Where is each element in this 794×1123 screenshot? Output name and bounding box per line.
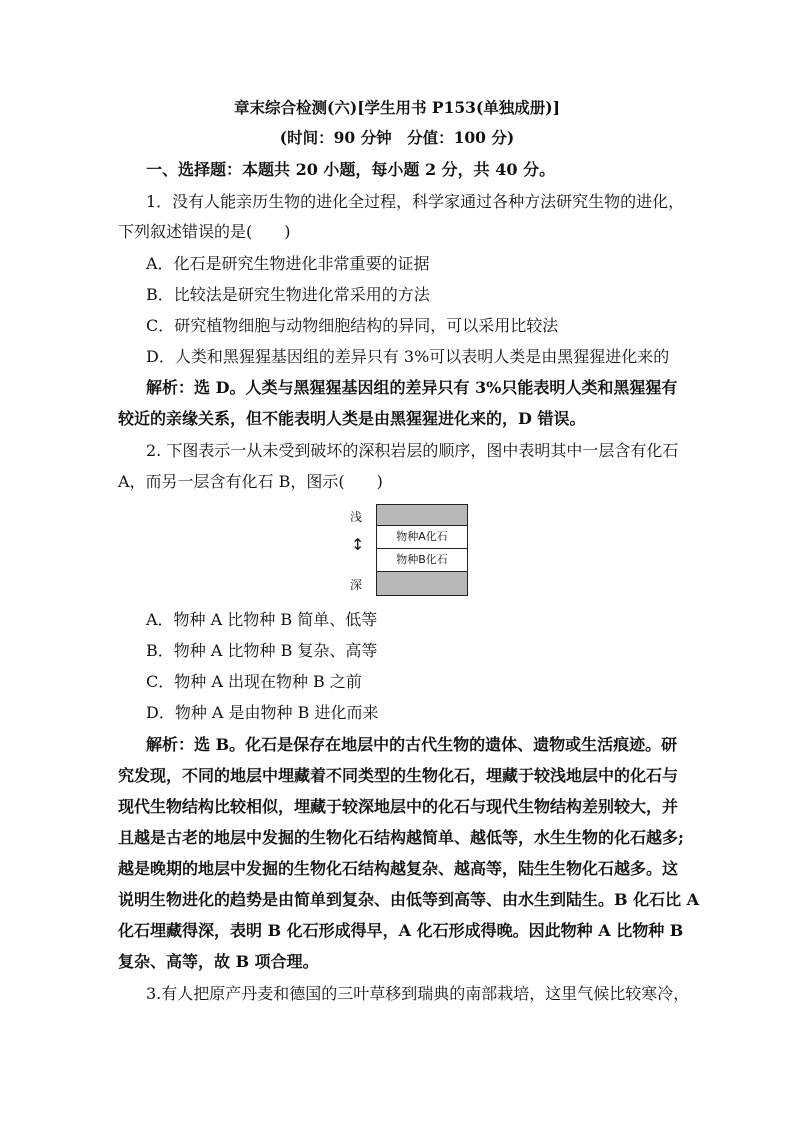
q2-stem-line1: 2. 下图表示一从未受到破坏的深积岩层的顺序，图中表明其中一层含有化石 [146,441,679,460]
q2-analysis-line7: 化石埋藏得深，表明 B 化石形成得早，A 化石形成得晚。因此物种 A 比物种 B [118,921,684,940]
q2-analysis-line1: 解析：选 B。化石是保存在地层中的古代生物的遗体、遗物或生活痕迹。研 [146,735,678,754]
q2-option-b: B．物种 A 比物种 B 复杂、高等 [146,641,378,660]
shallow-label: 浅 [350,510,363,524]
rock-strata-diagram [350,504,470,598]
depth-arrow-icon: ↕ [351,535,365,554]
stratum-species-a: 物种A化石 [376,526,468,549]
q3-stem-line1: 3.有人把原产丹麦和德国的三叶草移到瑞典的南部栽培，这里气候比较寒冷， [146,984,690,1003]
deep-label: 深 [350,578,363,592]
q1-option-d: D．人类和黑猩猩基因组的差异只有 3%可以表明人类是由黑猩猩进化来的 [146,347,670,366]
q1-option-c: C．研究植物细胞与动物细胞结构的异同，可以采用比较法 [146,316,559,335]
q1-stem-line1: 1．没有人能亲历生物的进化全过程，科学家通过各种方法研究生物的进化， [146,192,685,211]
q1-stem-line2: 下列叙述错误的是( ) [118,222,291,241]
q2-analysis-line4: 且越是古老的地层中发掘的生物化石结构越简单、越低等，水生生物的化石越多; [118,828,684,847]
q2-option-c: C．物种 A 出现在物种 B 之前 [146,672,362,691]
q2-analysis-line8: 复杂、高等，故 B 项合理。 [118,952,319,971]
document-title: 章末综合检测(六)[学生用书 P153(单独成册)] [234,98,560,117]
q1-option-b: B．比较法是研究生物进化常采用的方法 [146,285,430,304]
q2-option-d: D．物种 A 是由物种 B 进化而来 [146,703,379,722]
q2-analysis-line5: 越是晚期的地层中发掘的生物化石结构越复杂、越高等，陆生生物化石越多。这 [118,859,679,878]
q2-analysis-line6: 说明生物进化的趋势是由简单到复杂、由低等到高等、由水生到陆生。B 化石比 A [118,890,700,909]
stratum-top [376,504,468,526]
document-subtitle: (时间：90 分钟 分值：100 分) [279,128,515,147]
stratum-species-b: 物种B化石 [376,549,468,572]
q2-option-a: A．物种 A 比物种 B 简单、低等 [146,610,378,629]
q1-option-a: A．化石是研究生物进化非常重要的证据 [146,254,430,273]
q1-analysis-line1: 解析：选 D。人类与黑猩猩基因组的差异只有 3%只能表明人类和黑猩猩有 [146,378,678,397]
q2-analysis-line3: 现代生物结构比较相似，埋藏于较深地层中的化石与现代生物结构差别较大，并 [118,797,679,816]
q2-stem-line2: A，而另一层含有化石 B，图示( ) [118,472,383,491]
section-heading: 一、选择题：本题共 20 小题，每小题 2 分，共 40 分。 [146,160,556,179]
stratum-bottom [376,572,468,596]
q2-analysis-line2: 究发现，不同的地层中埋藏着不同类型的生物化石，埋藏于较浅地层中的化石与 [118,766,679,785]
q1-analysis-line2: 较近的亲缘关系，但不能表明人类是由黑猩猩进化来的，D 错误。 [118,409,586,428]
